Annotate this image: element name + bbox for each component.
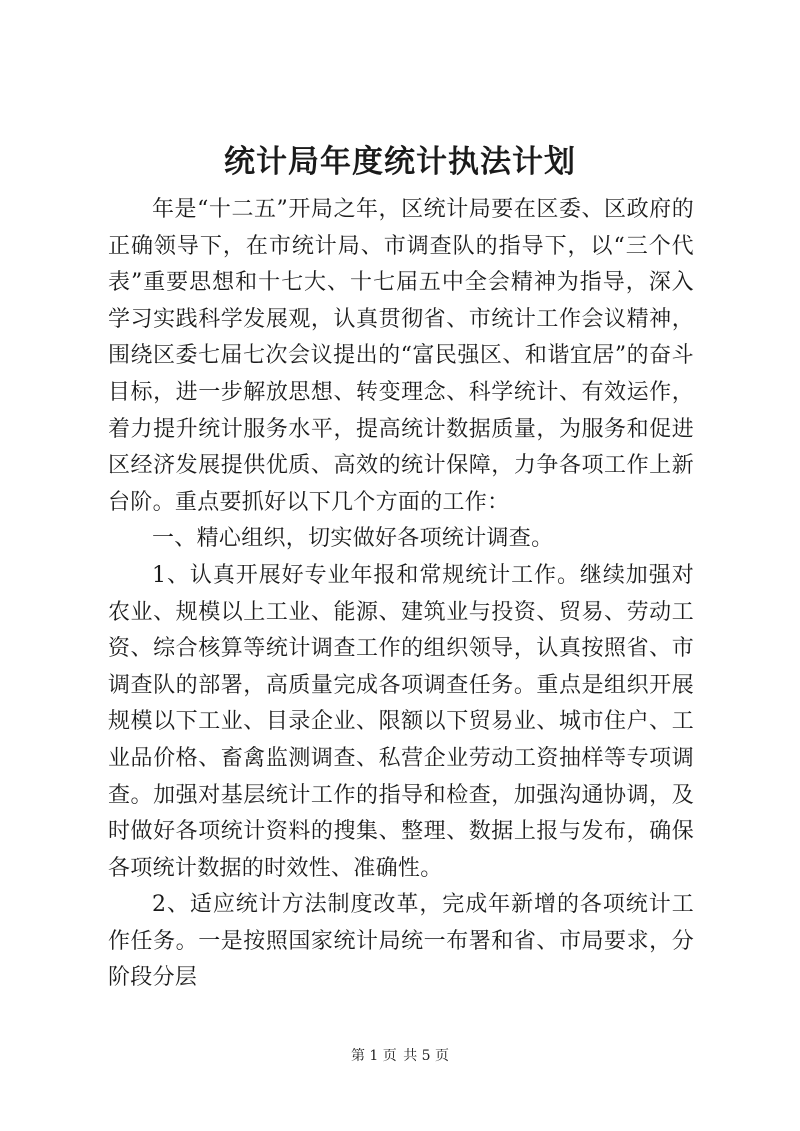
document-title: 统计局年度统计执法计划 [224, 144, 576, 180]
paragraph-intro: 年是“十二五”开局之年，区统计局要在区委、区政府的正确领导下，在市统计局、市调查队的指导下，以“三个代表”重要思想和十七大、十七届五中全会精神为指导，深入学习实践科学发展观，认真贯彻省、市统计工作会议精神，围绕区委七届七次会议提出的“富民强区、和谐宜居”的奋斗目标，进一步解放思想、转变理念、科学统计、有效运作，着力提升统计服务水平，提高统计数据质量，为服务和促进区经济发展提供优质、高效的统计保障，力争各项工作上新台阶。重点要抓好以下几个方面的工作： [108, 197, 694, 515]
document-body [108, 192, 694, 997]
paragraph-item-2: 2、适应统计方法制度改革，完成年新增的各项统计工作任务。一是按照国家统计局统一布署和省、市局要求，分阶段分层 [108, 892, 694, 991]
page-total: 共 5 页 [403, 1048, 450, 1064]
page-number: 第 1 页 [350, 1048, 397, 1064]
page-footer [0, 1047, 800, 1065]
paragraph-item-1: 1、认真开展好专业年报和常规统计工作。继续加强对农业、规模以上工业、能源、建筑业与投资、贸易、劳动工资、综合核算等统计调查工作的组织领导，认真按照省、市调查队的部署，高质量完成各项调查任务。重点是组织开展规模以下工业、目录企业、限额以下贸易业、城市住户、工业品价格、畜禽监测调查、私营企业劳动工资抽样等专项调查。加强对基层统计工作的指导和检查，加强沟通协调，及时做好各项统计资料的搜集、整理、数据上报与发布，确保各项统计数据的时效性、准确性。 [108, 562, 694, 881]
paragraph-section-heading: 一、精心组织，切实做好各项统计调查。 [152, 526, 554, 552]
